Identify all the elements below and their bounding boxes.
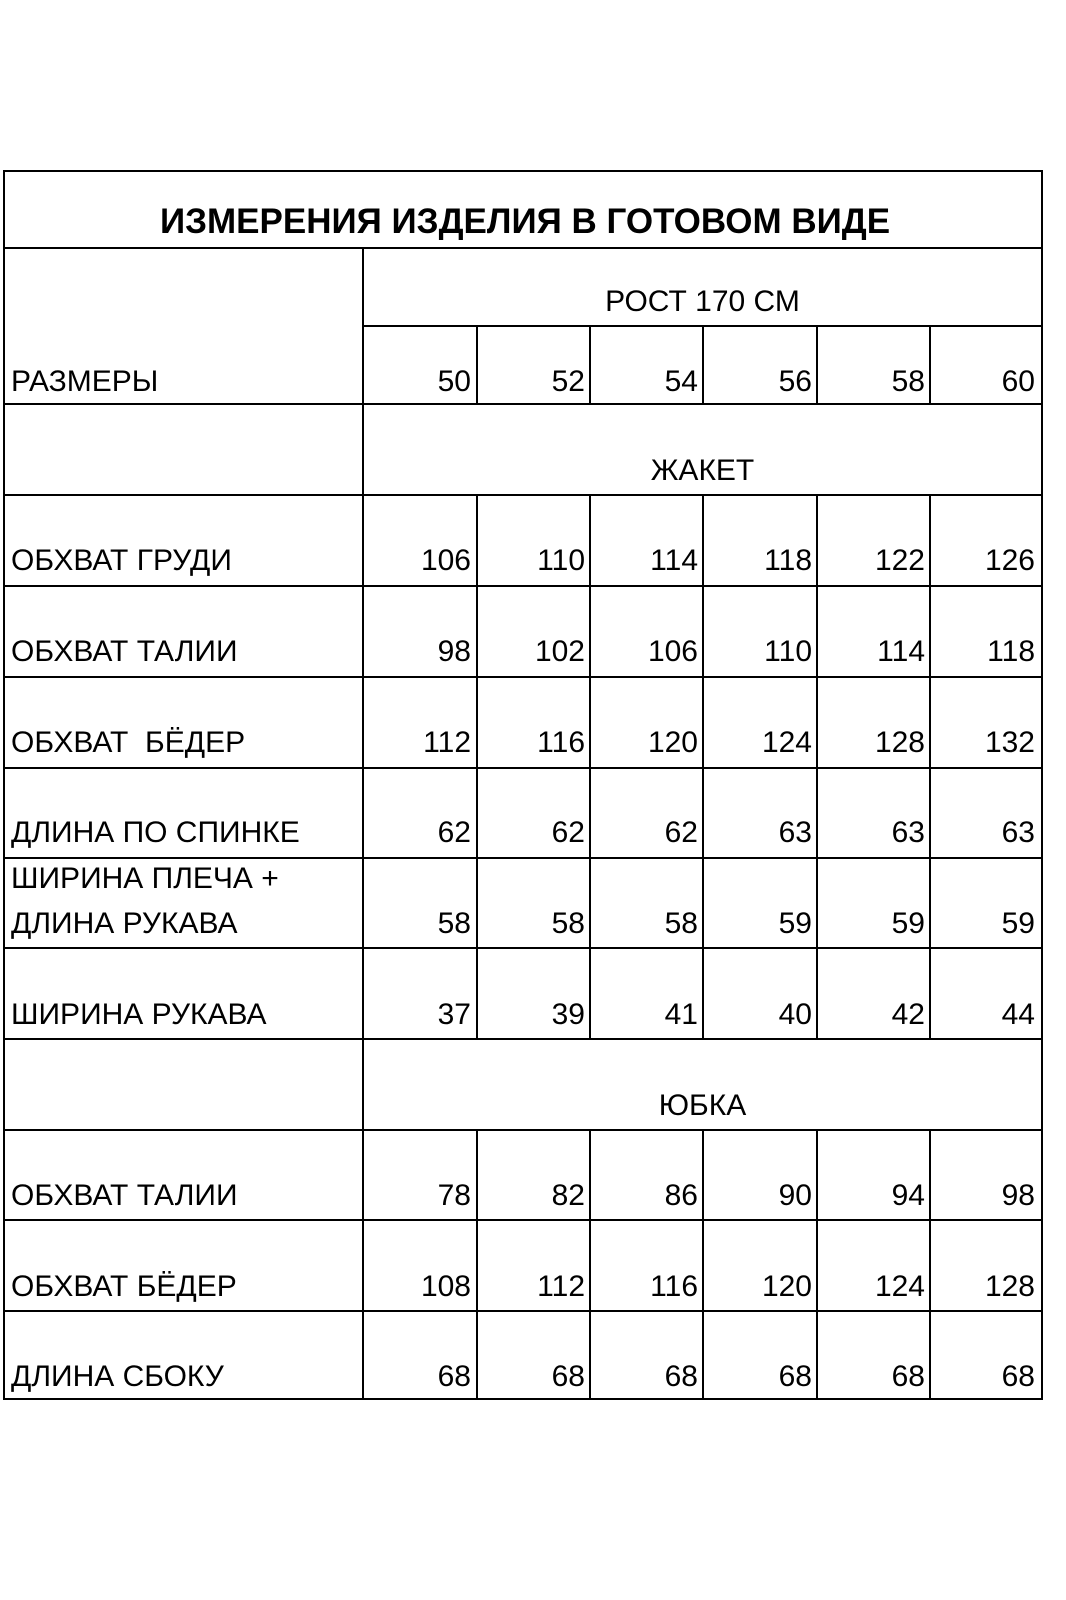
size-value: 54 (664, 365, 698, 398)
row-value: 126 (984, 544, 1035, 577)
row-divider (5, 1310, 1041, 1312)
row-value: 41 (664, 998, 698, 1031)
row-value: 68 (891, 1360, 925, 1393)
row-value: 106 (647, 635, 698, 668)
row-value: 68 (1001, 1360, 1035, 1393)
row-divider (5, 676, 1041, 678)
column-divider (589, 1129, 591, 1398)
row-value: 44 (1001, 998, 1035, 1031)
row-value: 58 (551, 907, 585, 940)
row-value: 63 (1001, 816, 1035, 849)
row-divider (5, 1219, 1041, 1221)
row-value: 110 (537, 544, 585, 577)
row-value: 78 (437, 1179, 471, 1212)
measurements-table (3, 170, 1043, 1400)
row-value: 58 (664, 907, 698, 940)
row-value: 120 (647, 726, 698, 759)
row-value: 106 (420, 544, 471, 577)
row-value: 114 (877, 635, 925, 668)
height-label: РОСТ 170 СМ (605, 285, 800, 318)
row-value: 40 (778, 998, 812, 1031)
row-value: 124 (761, 726, 812, 759)
column-divider (816, 1129, 818, 1398)
row-label: ОБХВАТ ТАЛИИ (11, 1179, 238, 1212)
row-value: 59 (1001, 907, 1035, 940)
row-value: 90 (778, 1179, 812, 1212)
section-skirt: ЮБКА (658, 1089, 747, 1122)
row-divider (5, 403, 1041, 405)
column-divider (476, 1129, 478, 1398)
row-value: 128 (984, 1270, 1035, 1303)
row-divider (5, 857, 1041, 859)
row-value: 124 (874, 1270, 925, 1303)
row-value: 68 (778, 1360, 812, 1393)
row-divider (5, 947, 1041, 949)
section-jacket: ЖАКЕТ (650, 454, 755, 487)
row-value: 94 (891, 1179, 925, 1212)
row-value: 39 (551, 998, 585, 1031)
column-divider (929, 1129, 931, 1398)
row-value: 116 (537, 726, 585, 759)
column-divider (702, 1129, 704, 1398)
row-label: ОБХВАТ ГРУДИ (11, 544, 232, 577)
size-value: 56 (778, 365, 812, 398)
row-value: 59 (778, 907, 812, 940)
row-value: 62 (551, 816, 585, 849)
row-value: 86 (664, 1179, 698, 1212)
row-label-line2: ДЛИНА РУКАВА (11, 907, 238, 940)
row-value: 58 (437, 907, 471, 940)
row-value: 63 (891, 816, 925, 849)
row-value: 112 (423, 726, 471, 759)
row-label-line1: ШИРИНА ПЛЕЧА + (11, 862, 279, 895)
row-value: 118 (987, 635, 1035, 668)
row-value: 62 (437, 816, 471, 849)
row-value: 120 (761, 1270, 812, 1303)
row-value: 98 (437, 635, 471, 668)
row-value: 102 (534, 635, 585, 668)
row-value: 42 (891, 998, 925, 1031)
row-value: 62 (664, 816, 698, 849)
row-value: 63 (778, 816, 812, 849)
size-value: 60 (1001, 365, 1035, 398)
row-value: 82 (551, 1179, 585, 1212)
row-value: 112 (537, 1270, 585, 1303)
row-divider (5, 767, 1041, 769)
row-divider (5, 1129, 1041, 1131)
row-value: 132 (984, 726, 1035, 759)
row-value: 37 (437, 998, 471, 1031)
row-value: 68 (664, 1360, 698, 1393)
row-label: ОБХВАТ БЁДЕР (11, 1270, 237, 1303)
row-label: ОБХВАТ БЁДЕР (11, 726, 246, 759)
row-divider (5, 247, 1041, 249)
size-value: 52 (551, 365, 585, 398)
row-value: 98 (1001, 1179, 1035, 1212)
row-value: 108 (420, 1270, 471, 1303)
row-value: 118 (764, 544, 812, 577)
row-divider (5, 494, 1041, 496)
table-title: ИЗМЕРЕНИЯ ИЗДЕЛИЯ В ГОТОВОМ ВИДЕ (159, 202, 891, 241)
row-divider (5, 585, 1041, 587)
row-label: ДЛИНА СБОКУ (11, 1360, 224, 1393)
row-label: ДЛИНА ПО СПИНКЕ (11, 816, 300, 849)
size-value: 58 (891, 365, 925, 398)
row-value: 128 (874, 726, 925, 759)
row-value: 59 (891, 907, 925, 940)
row-value: 122 (874, 544, 925, 577)
row-divider (5, 1038, 1041, 1040)
size-value: 50 (437, 365, 471, 398)
row-value: 114 (650, 544, 698, 577)
row-value: 68 (551, 1360, 585, 1393)
row-label: ОБХВАТ ТАЛИИ (11, 635, 238, 668)
sizes-label: РАЗМЕРЫ (11, 365, 159, 398)
row-value: 110 (764, 635, 812, 668)
row-label: ШИРИНА РУКАВА (11, 998, 267, 1031)
row-value: 68 (437, 1360, 471, 1393)
row-value: 116 (650, 1270, 698, 1303)
